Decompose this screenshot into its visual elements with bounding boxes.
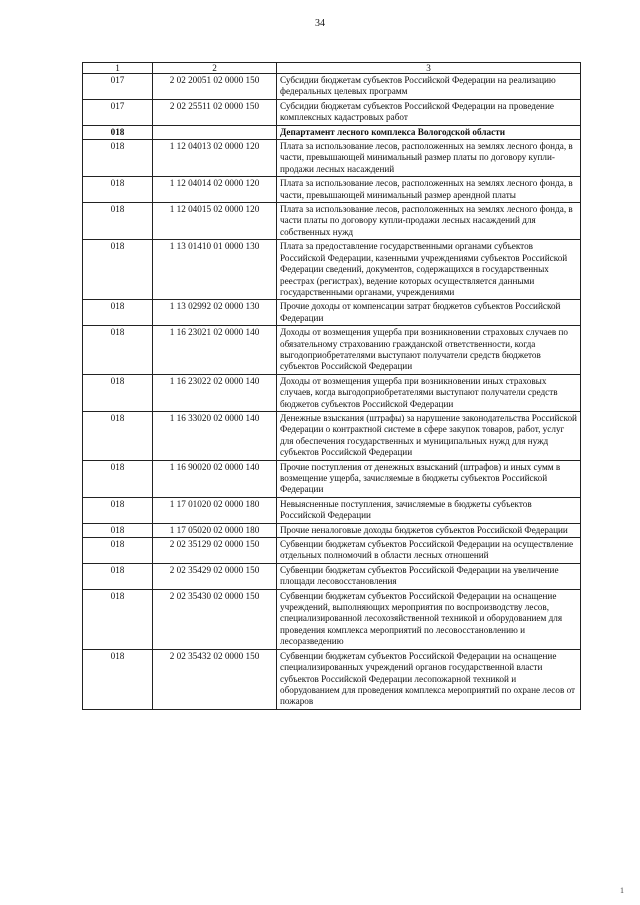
table-row: [83, 538, 581, 564]
revenue-code-cell: 1 12 04015 02 0000 120: [153, 203, 277, 240]
admin-code-cell: 017: [83, 99, 153, 125]
description-cell: Прочие поступления от денежных взысканий (штрафов) и иных сумм в возмещение ущерба, зачисляемые в бюджеты субъектов Российской Федерации: [277, 460, 581, 497]
description-cell: Плата за предоставление государственными органами субъектов Российской Федерации, казенными учреждениями субъектов Российской Федерации сведений, документов, содержащихся в государственных реестрах (регистрах), ведение которых осуществляется данными государственными органами, учреждениями: [277, 240, 581, 300]
table-row: [83, 140, 581, 177]
description-cell: Денежные взыскания (штрафы) за нарушение законодательства Российской Федерации о контрактной системе в сфере закупок товаров, работ, услуг для обеспечения государственных и муниципальных нужд для нужд субъектов Российской Федерации: [277, 411, 581, 460]
table-row: [83, 411, 581, 460]
description-cell: Прочие доходы от компенсации затрат бюджетов субъектов Российской Федерации: [277, 300, 581, 326]
admin-code-cell: 017: [83, 74, 153, 100]
page-number: 34: [315, 18, 325, 29]
admin-code-cell: 018: [83, 563, 153, 589]
revenue-code-cell: 1 16 33020 02 0000 140: [153, 411, 277, 460]
revenue-code-cell: 2 02 35430 02 0000 150: [153, 589, 277, 649]
admin-code-cell: 018: [83, 374, 153, 411]
admin-code-cell: 018: [83, 177, 153, 203]
table-row: [83, 300, 581, 326]
table-row: [83, 649, 581, 709]
description-cell: Невыясненные поступления, зачисляемые в бюджеты субъектов Российской Федерации: [277, 497, 581, 523]
revenue-code-cell: 1 17 01020 02 0000 180: [153, 497, 277, 523]
revenue-code-cell: [153, 125, 277, 139]
revenue-code-cell: 1 16 90020 02 0000 140: [153, 460, 277, 497]
admin-code-cell: 018: [83, 300, 153, 326]
description-cell: Доходы от возмещения ущерба при возникновении страховых случаев по обязательному страхованию гражданской ответственности, когда выгодоприобретателями выступают получатели средств бюджетов субъектов Российской Федерации: [277, 326, 581, 375]
admin-code-cell: 018: [83, 411, 153, 460]
description-cell: Субсидии бюджетам субъектов Российской Федерации на реализацию федеральных целевых программ: [277, 74, 581, 100]
admin-code-cell: 018: [83, 125, 153, 139]
admin-code-cell: 018: [83, 538, 153, 564]
admin-code-cell: 018: [83, 649, 153, 709]
admin-code-cell: 018: [83, 326, 153, 375]
revenue-code-cell: 1 13 01410 01 0000 130: [153, 240, 277, 300]
table-row: [83, 203, 581, 240]
admin-code-cell: 018: [83, 589, 153, 649]
description-cell: Плата за использование лесов, расположенных на землях лесного фонда, в части, превышающей минимальный размер арендной платы: [277, 177, 581, 203]
table-row: [83, 99, 581, 125]
description-cell: Субсидии бюджетам субъектов Российской Федерации на проведение комплексных кадастровых работ: [277, 99, 581, 125]
table-row: [83, 326, 581, 375]
revenue-code-cell: 1 16 23022 02 0000 140: [153, 374, 277, 411]
table-row: [83, 523, 581, 537]
column-header: 2: [153, 63, 277, 74]
revenue-code-cell: 2 02 20051 02 0000 150: [153, 74, 277, 100]
admin-code-cell: 018: [83, 497, 153, 523]
department-title-cell: Департамент лесного комплекса Вологодской области: [277, 125, 581, 139]
table-row: [83, 563, 581, 589]
description-cell: Прочие неналоговые доходы бюджетов субъектов Российской Федерации: [277, 523, 581, 537]
table-header-row: [83, 63, 581, 74]
revenue-code-cell: 1 16 23021 02 0000 140: [153, 326, 277, 375]
table-row: [83, 589, 581, 649]
admin-code-cell: 018: [83, 140, 153, 177]
department-row: [83, 125, 581, 139]
table-row: [83, 374, 581, 411]
revenue-code-cell: 1 17 05020 02 0000 180: [153, 523, 277, 537]
table-row: [83, 497, 581, 523]
column-header: 1: [83, 63, 153, 74]
description-cell: Субвенции бюджетам субъектов Российской Федерации на увеличение площади лесовосстановления: [277, 563, 581, 589]
revenue-code-cell: 1 12 04014 02 0000 120: [153, 177, 277, 203]
description-cell: Плата за использование лесов, расположенных на землях лесного фонда, в части платы по договору купли-продажи лесных насаждений для собственных нужд: [277, 203, 581, 240]
admin-code-cell: 018: [83, 523, 153, 537]
revenue-code-cell: 1 12 04013 02 0000 120: [153, 140, 277, 177]
description-cell: Субвенции бюджетам субъектов Российской Федерации на оснащение специализированных учреждений органов государственной власти субъектов Российской Федерации лесопожарной техникой и оборудованием для проведения комплекса мероприятий по охране лесов от пожаров: [277, 649, 581, 709]
budget-revenue-table: [82, 62, 581, 710]
revenue-code-cell: 1 13 02992 02 0000 130: [153, 300, 277, 326]
corner-mark: 1: [620, 886, 624, 895]
admin-code-cell: 018: [83, 460, 153, 497]
table-row: [83, 460, 581, 497]
column-header: 3: [277, 63, 581, 74]
table-row: [83, 240, 581, 300]
admin-code-cell: 018: [83, 203, 153, 240]
revenue-code-cell: 2 02 25511 02 0000 150: [153, 99, 277, 125]
revenue-code-cell: 2 02 35432 02 0000 150: [153, 649, 277, 709]
admin-code-cell: 018: [83, 240, 153, 300]
table-row: [83, 74, 581, 100]
description-cell: Плата за использование лесов, расположенных на землях лесного фонда, в части, превышающей минимальный размер платы по договору купли-продажи лесных насаждений: [277, 140, 581, 177]
description-cell: Субвенции бюджетам субъектов Российской Федерации на осуществление отдельных полномочий в области лесных отношений: [277, 538, 581, 564]
description-cell: Субвенции бюджетам субъектов Российской Федерации на оснащение учреждений, выполняющих мероприятия по воспроизводству лесов, специализированной лесохозяйственной техникой и оборудованием для проведения комплекса мероприятий по лесовосстановлению и лесоразведению: [277, 589, 581, 649]
description-cell: Доходы от возмещения ущерба при возникновении иных страховых случаев, когда выгодоприобретателями выступают получатели средств бюджетов субъектов Российской Федерации: [277, 374, 581, 411]
table-row: [83, 177, 581, 203]
revenue-code-cell: 2 02 35429 02 0000 150: [153, 563, 277, 589]
revenue-code-cell: 2 02 35129 02 0000 150: [153, 538, 277, 564]
